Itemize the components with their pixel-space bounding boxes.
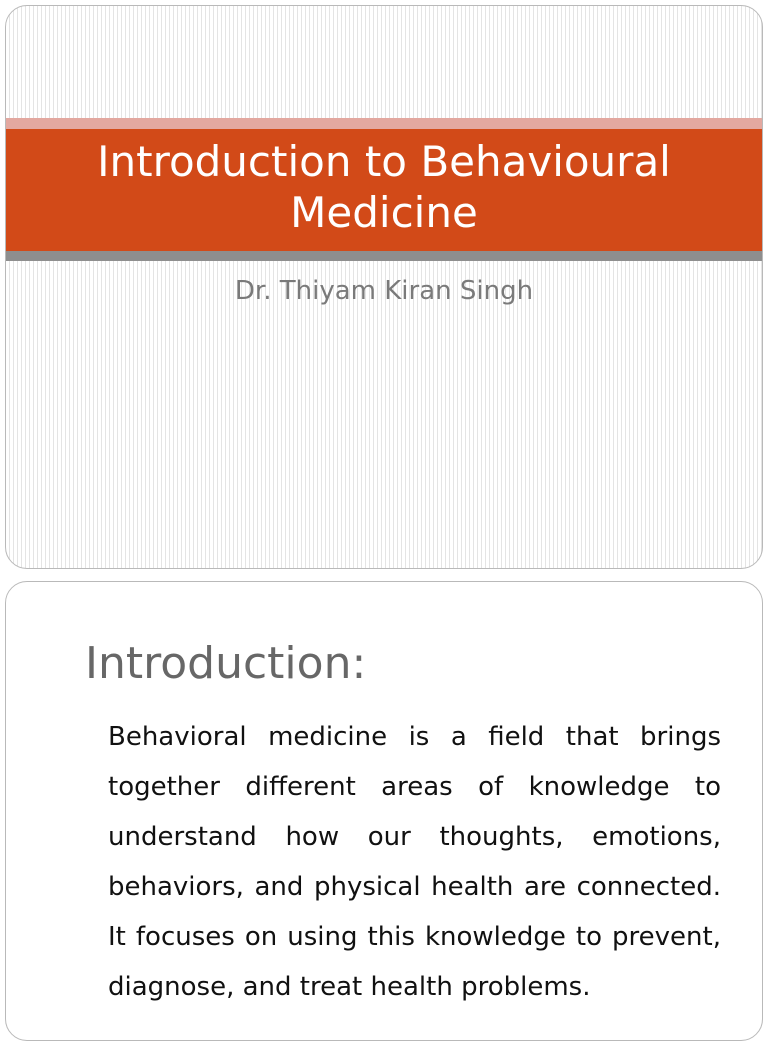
title-band-bottom-stripe <box>6 251 762 261</box>
slide-title: Introduction to Behavioural Medicine <box>97 137 671 237</box>
section-heading: Introduction: <box>85 638 367 689</box>
slide-subtitle: Dr. Thiyam Kiran Singh <box>234 276 534 306</box>
title-slide <box>5 5 763 569</box>
content-slide <box>5 581 763 1041</box>
title-band-top-stripe <box>6 118 762 129</box>
body-paragraph: Behavioral medicine is a field that brings together different areas of knowledge to understand how our thoughts, emotions, behaviors, and physical health are connected. It focuses on using this knowledge to prevent, diagnose, and treat health problems. <box>108 722 721 1002</box>
